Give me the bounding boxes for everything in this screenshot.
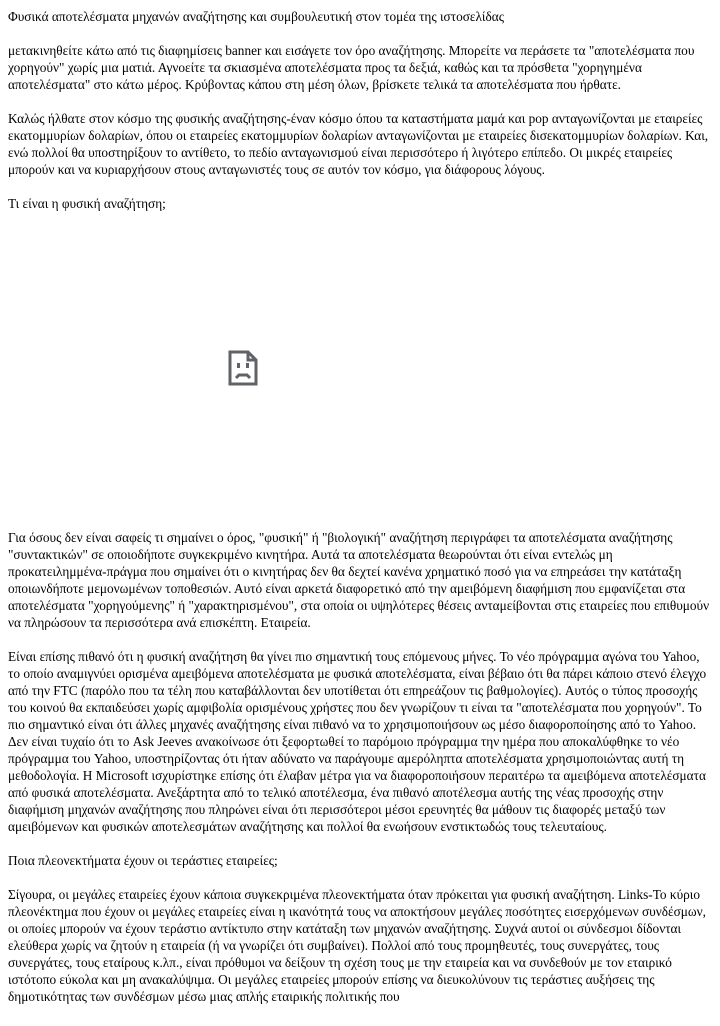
article [0, 8, 720, 1005]
section-heading-what-is-organic-search: Τι είναι η φυσική αναζήτηση; [8, 196, 166, 211]
paragraph-future: Είναι επίσης πιθανό ότι η φυσική αναζήτηση θα γίνει πιο σημαντική τους επόμενους μήνες. Το νέο πρόγραμμα αγώνα του Yahoo, το οποίο αναμιγνύει ορισμένα αμειβόμενα αποτελέσματα με φυσικά αποτελέσματα, είναι βέβαιο ότι θα πάρει κάποιο στενό έλεγχο από την FTC (παρόλο που τα τέλη που καταβάλλονται δεν υποτίθεται ότι επηρεάζουν τις βαθμολογίες). Αυτός ο τύπος προσοχής του κοινού θα εκπαιδεύσει χωρίς αμφιβολία ορισμένους χρήστες που δεν γνωρίζουν τι είναι τα "αποτελέσματα που χορηγούν". Το πιο σημαντικό είναι ότι άλλες μηχανές αναζήτησης είναι πιθανό να το χρησιμοποιήσουν ως μέσο διαφοροποίησης από το Yahoo. Δεν είναι τυχαίο ότι το Ask Jeeves ανακοίνωσε ότι ξεφορτωθεί το παρόμοιο πρόγραμμα την ημέρα που αποκαλύφθηκε το νέο πρόγραμμα του Yahoo, υποστηρίζοντας ότι ήταν αδύνατο να παράγουμε αμερόληπτα αποτελέσματα χρησιμοποιώντας αυτή τη μεθοδολογία. Η Microsoft ισχυρίστηκε επίσης ότι έλαβαν μέτρα για να διαφοροποιήσουν περαιτέρω τα αμειβόμενα αποτελέσματα από φυσικά αποτελέσματα. Ανεξάρτητα από το τελικό αποτέλεσμα, ένα πιθανό αποτέλεσμα αυτής της νέας προσοχής στην διαφήμιση μηχανών αναζήτησης που πληρώνει είναι ότι περισσότεροι μέσοι ερευνητές θα μάθουν τις διαφορές μεταξύ των αμειβόμενων και φυσικών αποτελεσμάτων αναζήτησης και πολλοί θα ενωήσουν ενστικτωδώς τους τελευταίους. [8, 649, 707, 834]
article-image [8, 221, 478, 521]
article-title: Φυσικά αποτελέσματα μηχανών αναζήτησης και συμβουλευτική στον τομέα της ιστοσελίδας [8, 9, 504, 24]
broken-image-icon [228, 350, 258, 386]
paragraph-intro: μετακινηθείτε κάτω από τις διαφημίσεις banner και εισάγετε τον όρο αναζήτησης. Μπορείτε να περάσετε τα "αποτελέσματα που χορηγούν" χωρίς μια ματιά. Αγνοείτε τα σκιασμένα αποτελέσματα προς τα δεξιά, καθώς και τα πρόσθετα "χορηγημένα αποτελέσματα" στο κάτω μέρος. Κρύβοντας κάπου στη μέση όλων, βρίσκετε τελικά τα αποτελέσματα που ήρθατε. [8, 43, 695, 92]
paragraph-advantages: Σίγουρα, οι μεγάλες εταιρείες έχουν κάποια συγκεκριμένα πλεονεκτήματα όταν πρόκειται για φυσική αναζήτηση. Links-Το κύριο πλεονέκτημα που έχουν οι μεγάλες εταιρείες είναι η ικανότητά τους να αποκτήσουν μεγάλες ποσότητες εισερχόμενων συνδέσμων, οι οποίες μπορούν να έχουν τεράστιο αντίκτυπο στην κατάταξη των μηχανών αναζήτησης. Συχνά αυτοί οι σύνδεσμοι δίδονται ελεύθερα χωρίς να ζητούν η εταιρεία (ή να γνωρίζει ότι συμβαίνει). Πολλοί από τους προμηθευτές, τους συνεργάτες, τους συνεργάτες, τους εταίρους κ.λπ., είναι πρόθυμοι να δείξουν τη σχέση τους με την εταιρεία και να συνδεθούν με τον εταιρικό ιστότοπο εύκολα και μη ανακαλύψιμα. Οι μεγάλες εταιρείες μπορούν επίσης να διευκολύνουν τις τεράστιες αυξήσεις της δημοτικότητας των συνδέσμων μέσω μιας απλής εταιρικής πολιτικής που [8, 887, 706, 1004]
paragraph-welcome: Καλώς ήλθατε στον κόσμο της φυσικής αναζήτησης-έναν κόσμο όπου τα καταστήματα μαμά και pop ανταγωνίζονται με εταιρείες εκατομμυρίων δολαρίων, όπου οι εταιρείες εκατομμυρίων δολαρίων ανταγωνίζονται με εταιρείες δισεκατομμυρίων δολαρίων. Και, ενώ πολλοί θα υποστηρίξουν το αντίθετο, το πεδίο ανταγωνισμού είναι περισσότερο ή λιγότερο επίπεδο. Οι μικρές εταιρείες μπορούν και να κυριαρχήσουν στους ανταγωνιστές τους σε αυτόν τον κόσμο, για διάφορους λόγους. [8, 111, 709, 177]
paragraph-definition: Για όσους δεν είναι σαφείς τι σημαίνει ο όρος, "φυσική" ή "βιολογική" αναζήτηση περιγράφει τα αποτελέσματα αναζήτησης "συντακτικών" σε οποιοδήποτε συγκεκριμένο κινητήρα. Αυτά τα αποτελέσματα θεωρούνται ότι είναι εντελώς μη προκατειλημμένα-πράγμα που σημαίνει ότι ο κινητήρας δεν θα δεχτεί κανένα χρηματικό ποσό για να επηρεάσει την κατάταξη οποιωνδήποτε μεμονωμένων τοποθεσιών. Αυτό είναι αρκετά διαφορετικό από την αμειβόμενη διαφήμιση που εμφανίζεται στα αποτελέσματα "χορηγούμενης" ή "χαρακτηρισμένου", στα οποία οι υψηλότερες θέσεις ανταμείβονται στις εταιρείες που επιθυμούν να πληρώσουν τα περισσότερα ανά επισκέπτη. Εταιρεία. [8, 530, 710, 630]
section-heading-big-company-advantages: Ποια πλεονεκτήματα έχουν οι τεράστιες εταιρείες; [8, 853, 278, 868]
